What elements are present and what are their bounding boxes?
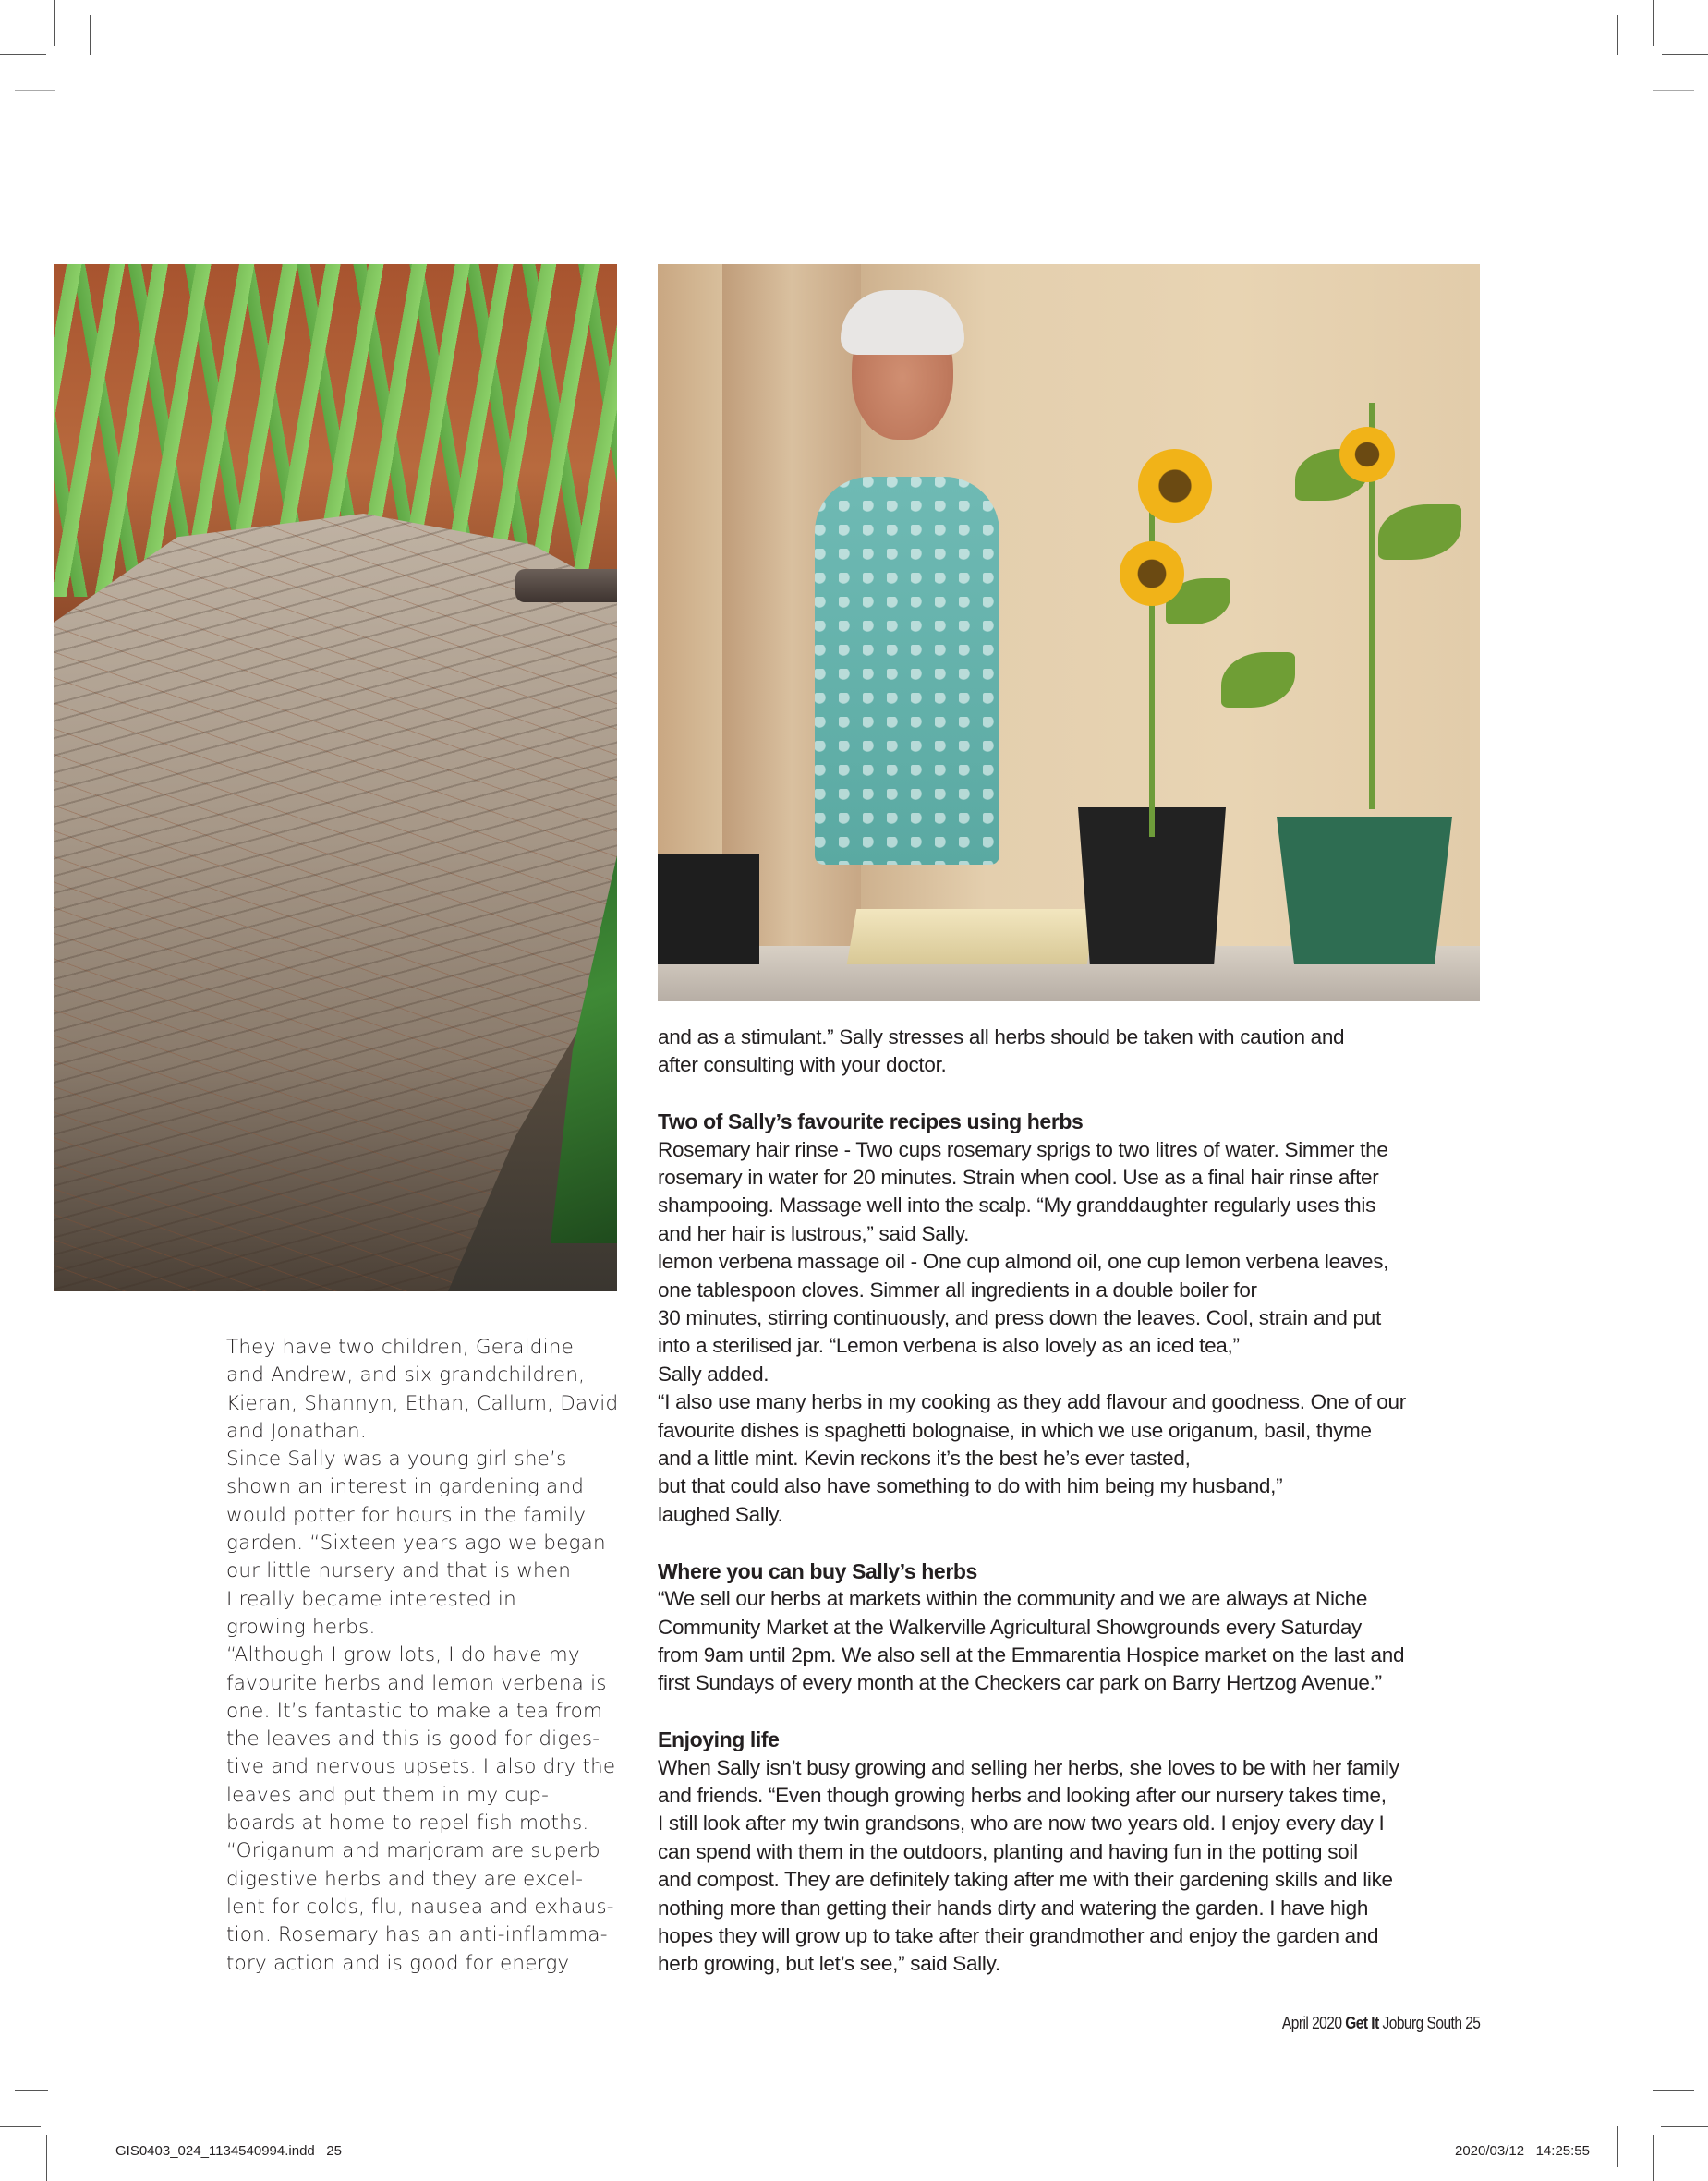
section-heading-recipes: Two of Sally’s favourite recipes using herbs: [658, 1109, 1084, 1134]
text-line: can spend with them in the outdoors, planting and having fun in the potting soil: [658, 1839, 1358, 1863]
text-line: growing herbs.: [226, 1615, 376, 1639]
text-line: lent for colds, flu, nausea and exhaus-: [226, 1895, 614, 1919]
photo-sally-with-sunflowers: [658, 264, 1480, 1001]
metal-pipe: [515, 569, 617, 602]
text-line: but that could also have something to do with him being my husband,”: [658, 1474, 1283, 1498]
crop-mark: [15, 90, 55, 91]
text-line: favourite herbs and lemon verbena is: [226, 1671, 607, 1695]
slug-time: 14:25:55: [1535, 2143, 1590, 2159]
text-line: one. It’s fantastic to make a tea from: [226, 1699, 603, 1723]
open-book: [847, 909, 1097, 964]
folio-edition-page: Joburg South 25: [1382, 2014, 1480, 2032]
slug-file-info: [115, 2143, 342, 2159]
crop-mark: [1653, 90, 1694, 91]
text-line: tion. Rosemary has an anti-inflamma-: [226, 1923, 608, 1947]
text-line: They have two children, Geraldine: [226, 1336, 575, 1359]
text-line: leaves and put them in my cup-: [226, 1783, 550, 1807]
text-line: and Andrew, and six grandchildren,: [226, 1363, 586, 1387]
text-line: digestive herbs and they are excel-: [226, 1867, 584, 1891]
text-line: tive and nervous upsets. I also dry the: [226, 1755, 616, 1779]
text-line: garden. “Sixteen years ago we began: [226, 1532, 606, 1556]
text-line: “I also use many herbs in my cooking as they add flavour and goodness. One of our: [658, 1390, 1406, 1414]
crop-mark: [1662, 54, 1708, 55]
text-line: favourite dishes is spaghetti bolognaise, in which we use origanum, basil, thyme: [658, 1418, 1372, 1442]
sunflower: [1120, 541, 1184, 606]
sunflower: [1339, 427, 1395, 482]
crop-mark: [46, 2135, 47, 2181]
text-line: laughed Sally.: [658, 1502, 783, 1526]
text-line: into a sterilised jar. “Lemon verbena is also lovely as an iced tea,”: [658, 1334, 1240, 1358]
text-line: “Origanum and marjoram are superb: [226, 1839, 600, 1863]
slug-filename: GIS0403_024_1134540994.indd: [115, 2143, 315, 2159]
text-line: and Jonathan.: [226, 1419, 367, 1443]
woman-torso: [815, 477, 999, 865]
text-line: from 9am until 2pm. We also sell at the Emmarentia Hospice market on the last and: [658, 1642, 1405, 1666]
text-line: the leaves and this is good for diges-: [226, 1727, 600, 1751]
text-line: Sally added.: [658, 1362, 769, 1386]
text-line: boards at home to repel fish moths.: [226, 1811, 589, 1836]
crop-mark: [1617, 15, 1618, 55]
crop-mark: [54, 0, 55, 46]
photo-tree-stump: [54, 264, 617, 1291]
folio-brand: Get It: [1344, 2014, 1379, 2032]
article-left-column: [226, 1334, 633, 1978]
text-line: after consulting with your doctor.: [658, 1053, 947, 1077]
text-line: “We sell our herbs at markets within the community and we are always at Niche: [658, 1587, 1368, 1611]
article-right-column: [658, 1024, 1489, 1979]
text-line: “Although I grow lots, I do have my: [226, 1643, 580, 1667]
crop-mark: [0, 2126, 41, 2127]
crop-mark: [1661, 2126, 1708, 2127]
text-line: lemon verbena massage oil - One cup almond oil, one cup lemon verbena leaves,: [658, 1250, 1389, 1274]
text-line: hopes they will grow up to take after their grandmother and enjoy the garden and: [658, 1923, 1379, 1947]
woman-hair: [841, 290, 964, 355]
slug-date: 2020/03/12: [1455, 2143, 1525, 2159]
crop-mark: [1617, 2126, 1618, 2167]
text-line: When Sally isn’t busy growing and selling her herbs, she loves to be with her family: [658, 1755, 1399, 1779]
text-line: and compost. They are definitely taking after me with their gardening skills and like: [658, 1868, 1393, 1892]
crop-mark: [1653, 2135, 1654, 2181]
crop-mark: [90, 15, 91, 55]
text-line: I really became interested in: [226, 1587, 516, 1611]
sunflower-leaf: [1221, 652, 1295, 708]
section-heading-enjoying-life: Enjoying life: [658, 1727, 780, 1752]
text-line: and friends. “Even though growing herbs and looking after our nursery takes time,: [658, 1783, 1387, 1807]
crop-mark: [1653, 0, 1654, 46]
text-line: and as a stimulant.” Sally stresses all herbs should be taken with caution and: [658, 1025, 1345, 1048]
plant-pot: [1277, 817, 1452, 964]
sunflower: [1138, 449, 1212, 523]
text-line: 30 minutes, stirring continuously, and press down the leaves. Cool, strain and put: [658, 1306, 1381, 1330]
crop-mark: [15, 2090, 48, 2091]
crop-mark: [1653, 2090, 1694, 2091]
folio-date: April 2020: [1281, 2014, 1342, 2032]
text-line: Rosemary hair rinse - Two cups rosemary sprigs to two litres of water. Simmer the: [658, 1137, 1388, 1161]
section-heading-where-to-buy: Where you can buy Sally’s herbs: [658, 1558, 977, 1583]
page-folio: [1282, 2014, 1480, 2033]
text-line: nothing more than getting their hands dirty and watering the garden. I have high: [658, 1896, 1369, 1920]
text-line: our little nursery and that is when: [226, 1559, 572, 1583]
text-line: Kieran, Shannyn, Ethan, Callum, David: [226, 1391, 619, 1415]
text-line: shampooing. Massage well into the scalp. “My granddaughter regularly uses this: [658, 1193, 1376, 1218]
sunflower-leaf: [1378, 504, 1461, 560]
text-line: and a little mint. Kevin reckons it’s the best he’s ever tasted,: [658, 1447, 1191, 1471]
slug-page: 25: [326, 2143, 342, 2159]
text-line: tory action and is good for energy: [226, 1951, 570, 1975]
slug-timestamp: [1455, 2143, 1590, 2159]
text-line: and her hair is lustrous,” said Sally.: [658, 1221, 970, 1245]
text-line: shown an interest in gardening and: [226, 1475, 585, 1499]
text-line: Since Sally was a young girl she’s: [226, 1448, 567, 1472]
crop-mark: [0, 54, 46, 55]
text-line: herb growing, but let’s see,” said Sally.: [658, 1952, 1000, 1976]
text-line: would potter for hours in the family: [226, 1503, 587, 1527]
text-line: rosemary in water for 20 minutes. Strain when cool. Use as a final hair rinse after: [658, 1166, 1379, 1190]
plant-pot: [658, 854, 759, 964]
text-line: I still look after my twin grandsons, who are now two years old. I enjoy every day I: [658, 1811, 1385, 1836]
text-line: first Sundays of every month at the Checkers car park on Barry Hertzog Avenue.”: [658, 1671, 1382, 1695]
text-line: one tablespoon cloves. Simmer all ingredients in a double boiler for: [658, 1278, 1257, 1302]
text-line: Community Market at the Walkerville Agricultural Showgrounds every Saturday: [658, 1615, 1362, 1639]
